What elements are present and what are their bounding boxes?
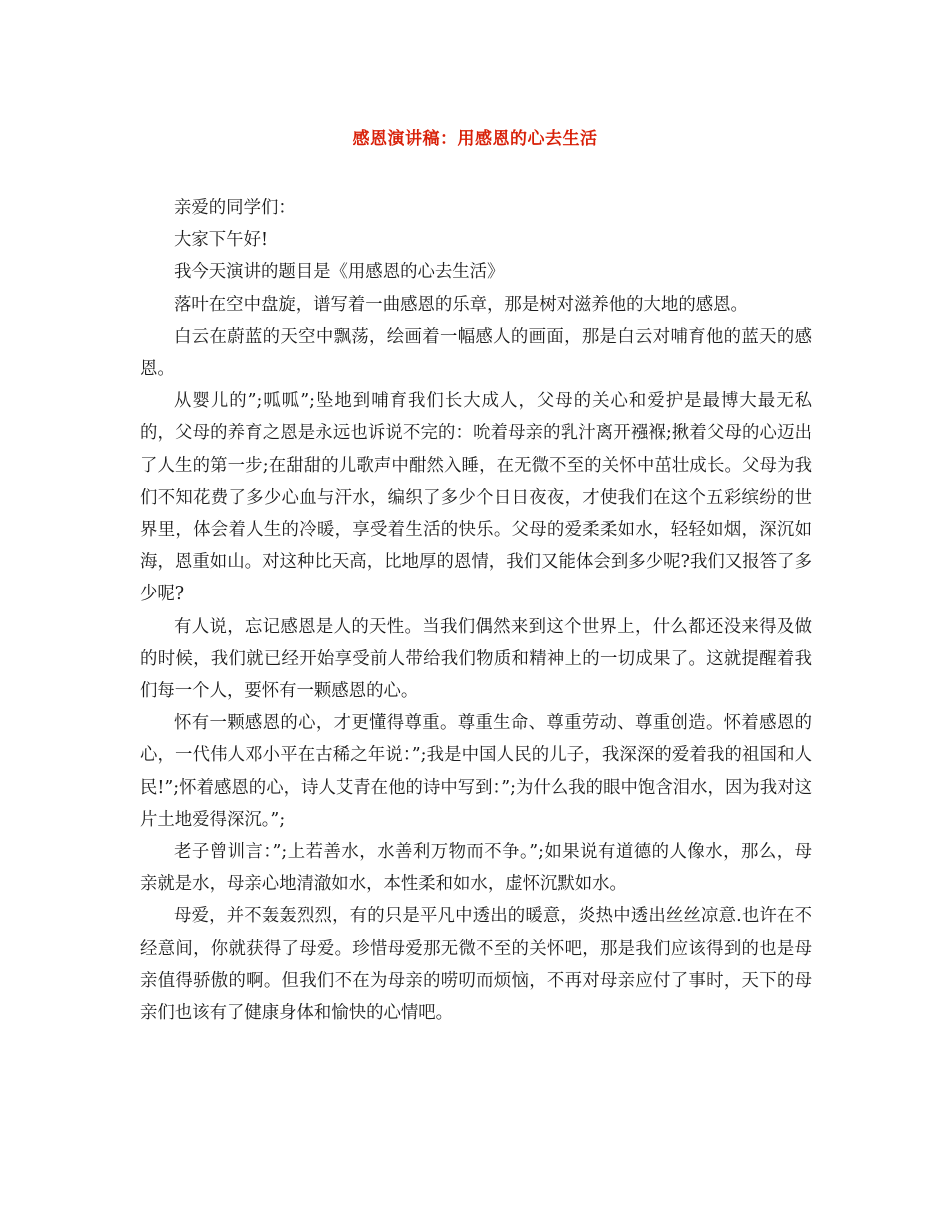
paragraph: 白云在蔚蓝的天空中飘荡，绘画着一幅感人的画面，那是白云对哺育他的蓝天的感恩。 bbox=[140, 326, 812, 380]
paragraph: 老子曾训言：”;上若善水，水善利万物而不争。”;如果说有道德的人像水，那么，母亲就是水，母亲心地清澈如水，本性柔和如水，虚怀沉默如水。 bbox=[140, 842, 812, 895]
paragraph: 有人说，忘记感恩是人的天性。当我们偶然来到这个世界上，什么都还没来得及做的时候，我们就已经开始享受前人带给我们物质和精神上的一切成果了。这就提醒着我们每一个人，要怀有一颗感恩的心。 bbox=[140, 616, 812, 702]
paragraph: 母爱，并不轰轰烈烈，有的只是平凡中透出的暖意，炎热中透出丝丝凉意.也许在不经意间，你就获得了母爱。珍惜母爱那无微不至的关怀吧，那是我们应该得到的也是母亲值得骄傲的啊。但我们不在为母亲的唠叨而烦恼，不再对母亲应付了事时，天下的母亲们也该有了健康身体和愉快的心情吧。 bbox=[140, 906, 812, 1024]
paragraph: 落叶在空中盘旋，谱写着一曲感恩的乐章，那是树对滋养他的大地的感恩。 bbox=[174, 294, 748, 315]
paragraph-topic: 我今天演讲的题目是《用感恩的心去生活》 bbox=[174, 262, 505, 283]
document-title: 感恩演讲稿：用感恩的心去生活 bbox=[352, 129, 598, 149]
paragraph: 怀有一颗感恩的心，才更懂得尊重。尊重生命、尊重劳动、尊重创造。怀着感恩的心，一代伟人邓小平在古稀之年说：”;我是中国人民的儿子，我深深的爱着我的祖国和人民!”;怀着感恩的心，诗人艾青在他的诗中写到：”;为什么我的眼中饱含泪水，因为我对这片土地爱得深沉。”; bbox=[140, 713, 812, 830]
paragraph-salutation: 大家下午好! bbox=[174, 230, 268, 251]
paragraph: 从婴儿的”;呱呱”;坠地到哺育我们长大成人，父母的关心和爱护是最博大最无私的，父母的养育之恩是永远也诉说不完的：吮着母亲的乳汁离开襁褓;揪着父母的心迈出了人生的第一步;在甜甜的儿歌声中酣然入睡，在无微不至的关怀中茁壮成长。父母为我们不知花费了多少心血与汗水，编织了多少个日日夜夜，才使我们在这个五彩缤纷的世界里，体会着人生的冷暖，享受着生活的快乐。父母的爱柔柔如水，轻轻如烟，深沉如海，恩重如山。对这种比天高，比地厚的恩情，我们又能体会到多少呢?我们又报答了多少呢? bbox=[140, 391, 812, 605]
paragraph-greeting: 亲爱的同学们： bbox=[174, 198, 296, 218]
document-body bbox=[140, 192, 812, 1029]
